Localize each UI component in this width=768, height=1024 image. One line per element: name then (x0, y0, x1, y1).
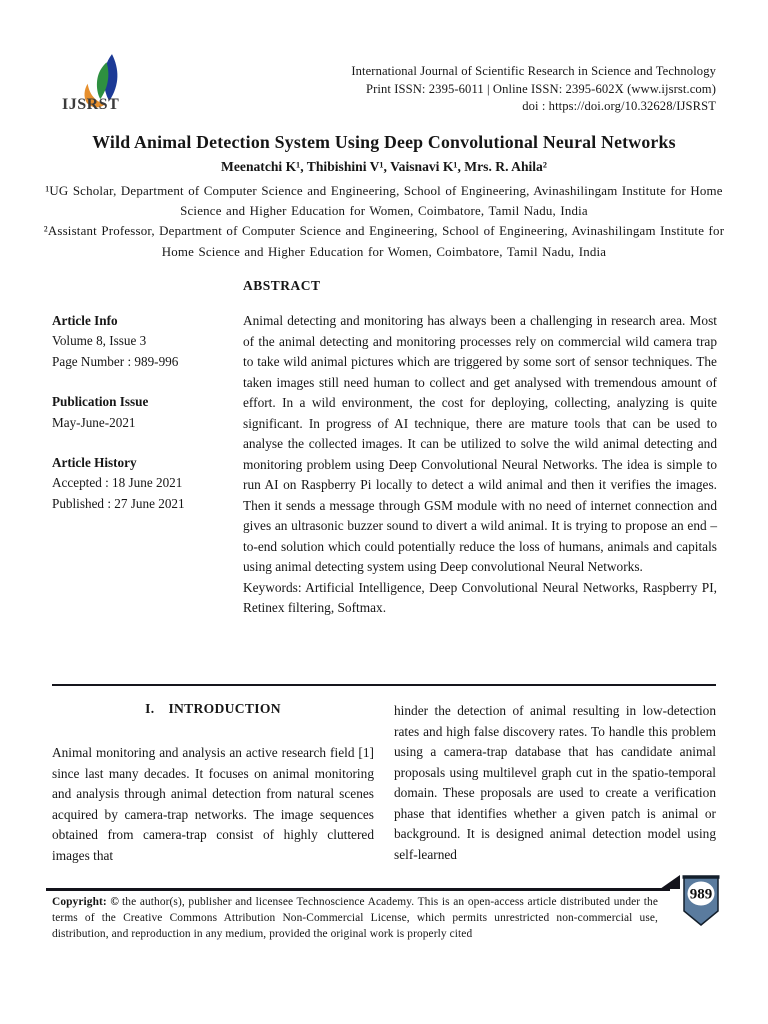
article-info-group (52, 311, 238, 372)
abstract-heading: ABSTRACT (243, 278, 321, 293)
page-number-badge (682, 874, 720, 928)
shield-badge-icon (682, 874, 720, 928)
author-line: Meenatchi K¹, Thibishini V¹, Vaisnavi K¹, Mrs. R. Ahila² (221, 159, 547, 174)
publication-issue-label: Publication Issue (52, 394, 149, 410)
doi-line: doi : https://doi.org/10.32628/IJSRST (522, 99, 716, 113)
section-title: INTRODUCTION (168, 701, 281, 716)
article-info-column (52, 311, 238, 514)
copyright-label: Copyright: © (52, 896, 120, 908)
introduction-heading (52, 701, 374, 717)
footer-ribbon-notch (660, 875, 680, 889)
accepted-date: Accepted : 18 June 2021 (52, 475, 183, 491)
intro-left-column: Animal monitoring and analysis an active research field [1] since last many decades. It focuses on animal monitoring and analysis through animal detection from natural scenes acquired by camera-trap networks. The image sequences obtained from camera-trap consist of highly cluttered images that (52, 745, 374, 863)
keywords-line: Keywords: Artificial Intelligence, Deep Convolutional Neural Networks, Raspberry PI, Retinex filtering, Softmax. (243, 579, 717, 615)
journal-name: International Journal of Scientific Research in Science and Technology (351, 64, 716, 78)
page-number-range: Page Number : 989-996 (52, 353, 179, 369)
section-number: I. (145, 701, 155, 716)
masthead (351, 63, 716, 116)
section-divider (52, 684, 716, 686)
article-history-label: Article History (52, 455, 137, 471)
affiliation-1: ¹UG Scholar, Department of Computer Science and Engineering, School of Engineering, Avinashilingam Institute for Home Science and Higher Education for Women, Coimbatore, Tamil Nadu, India (45, 184, 723, 219)
intro-right-column: hinder the detection of animal resulting in low-detection rates and high false discovery rates. To handle this problem using a camera-trap database that has candidate animal proposals using multilevel graph cut in the spatio-temporal domain. These proposals are used to create a verification phase that identifies whether a given patch is animal or background. It is designed animal detection model using self-learned (394, 703, 716, 862)
article-info-label: Article Info (52, 313, 118, 328)
abstract-text: Animal detecting and monitoring has always been a challenging in research area. Most of the animal detecting and monitoring processes rely on commercial wild camera trap to take wild animal pictures which are triggered by some sort of sensor techniques. The taken images still need human to collect and get analysed with tremendous amount of effort. In a wild environment, the cost for deploying, collecting, analyzing is quite significant. In progress of AI technique, there are mature tools that can be used to analyse the collected images. It can be utilized to solve the wild animal detecting and monitoring problem using Deep Convolutional Neural Networks. The idea is simple to run AI on Raspberry Pi locally to detect a wild animal and then it verifies the images. Then it sends a message through GSM module with no need of internet connection and gives an ultrasonic buzzer sound to divert a wild animal. It is trying to propose an end –to-end solution which could potentially reduce the loss of humans, animals and capitals using animal detecting system using Deep convolutional Neural Networks. (243, 313, 717, 574)
issn-line: Print ISSN: 2395-6011 | Online ISSN: 2395-602X (www.ijsrst.com) (365, 81, 716, 96)
published-date: Published : 27 June 2021 (52, 495, 185, 511)
publication-issue-group (52, 392, 238, 433)
copyright-body: the author(s), publisher and licensee Technoscience Academy. This is an open-access article distributed under the terms of the Creative Commons Attribution Non-Commercial License, which permits unrestricted non-commercial use, distribution, and reproduction in any medium, provided the original work is properly cited (52, 896, 658, 940)
logo-wordmark: IJSRST (62, 96, 120, 113)
footer-rule (46, 888, 670, 891)
affiliation-2: ²Assistant Professor, Department of Computer Science and Engineering, School of Engineering, Avinashilingam Institute for Home Science and Higher Education for Women, Coimbatore, Tamil Nadu, India (43, 224, 725, 259)
journal-logo (62, 52, 172, 114)
publication-issue-value: May-June-2021 (52, 414, 136, 430)
volume-issue: Volume 8, Issue 3 (52, 333, 147, 349)
article-history-group (52, 453, 238, 514)
affiliations (39, 181, 729, 262)
abstract-body (243, 311, 717, 619)
page-number: 989 (689, 886, 713, 903)
copyright-notice (52, 895, 658, 942)
article-title: Wild Animal Detection System Using Deep Convolutional Neural Networks (92, 132, 676, 152)
